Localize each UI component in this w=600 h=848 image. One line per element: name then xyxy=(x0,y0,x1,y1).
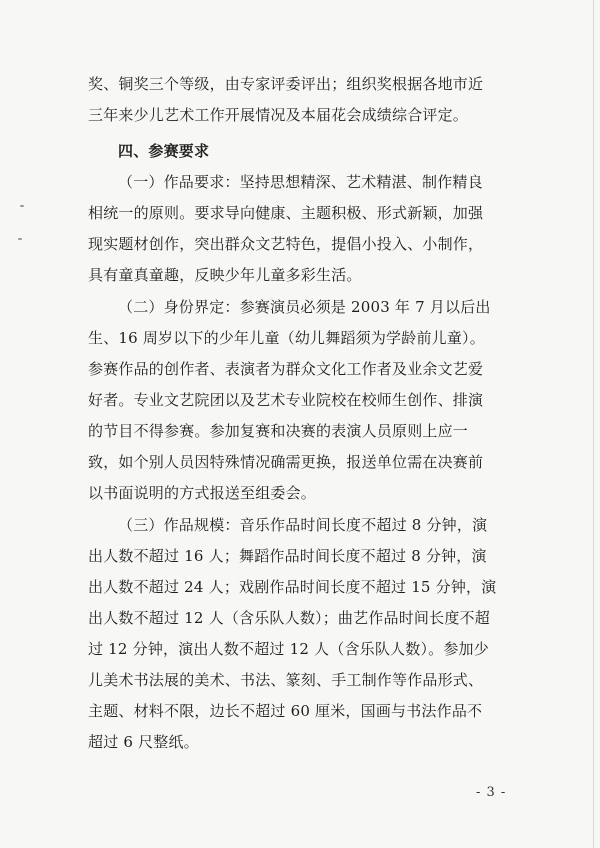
body-line: （一）作品要求：坚持思想精深、艺术精湛、制作精良 xyxy=(118,173,483,191)
body-line: 以书面说明的方式报送至组委会。 xyxy=(88,484,317,502)
body-line: 相统一的原则。要求导向健康、主题积极、形式新颖，加强 xyxy=(88,204,484,222)
body-line: 出人数不超过 16 人；舞蹈作品时间长度不超过 8 分钟，演 xyxy=(88,547,487,565)
body-line: 具有童真童趣，反映少年儿童多彩生活。 xyxy=(88,266,362,284)
body-line: 主题、材料不限，边长不超过 60 厘米，国画与书法作品不 xyxy=(88,702,483,720)
body-line: 奖、铜奖三个等级，由专家评委评出；组织奖根据各地市近 xyxy=(88,75,484,93)
body-line: 致，如个别人员因特殊情况确需更换，报送单位需在决赛前 xyxy=(88,453,484,471)
body-line: （二）身份界定：参赛演员必须是 2003 年 7 月以后出 xyxy=(118,298,491,316)
body-line: 现实题材创作，突出群众文艺特色，提倡小投入、小制作， xyxy=(88,235,484,253)
body-line: 出人数不超过 24 人；戏剧作品时间长度不超过 15 分钟，演 xyxy=(88,578,497,596)
body-line: 出人数不超过 12 人（含乐队人数）；曲艺作品时间长度不超 xyxy=(88,609,490,627)
body-line: 超过 6 尺整纸。 xyxy=(88,733,199,751)
body-line: （三）作品规模：音乐作品时间长度不超过 8 分钟，演 xyxy=(118,516,488,534)
section-heading: 四、参赛要求 xyxy=(118,142,210,160)
page-number: - 3 - xyxy=(476,785,507,800)
body-line: 参赛作品的创作者、表演者为群众文化工作者及业余文艺爱 xyxy=(88,360,484,378)
body-line: 过 12 分钟，演出人数不超过 12 人（含乐队人数）。参加少 xyxy=(88,640,489,658)
body-line: 生、16 周岁以下的少年儿童（幼儿舞蹈须为学龄前儿童）。 xyxy=(88,329,485,347)
body-line: 三年来少儿艺术工作开展情况及本届花会成绩综合评定。 xyxy=(88,106,469,124)
body-line: 好者。专业文艺院团以及艺术专业院校在校师生创作、排演 xyxy=(88,391,484,409)
body-line: 的节目不得参赛。参加复赛和决赛的表演人员原则上应一 xyxy=(88,422,469,440)
body-line: 儿美术书法展的美术、书法、篆刻、手工制作等作品形式、 xyxy=(88,671,484,689)
